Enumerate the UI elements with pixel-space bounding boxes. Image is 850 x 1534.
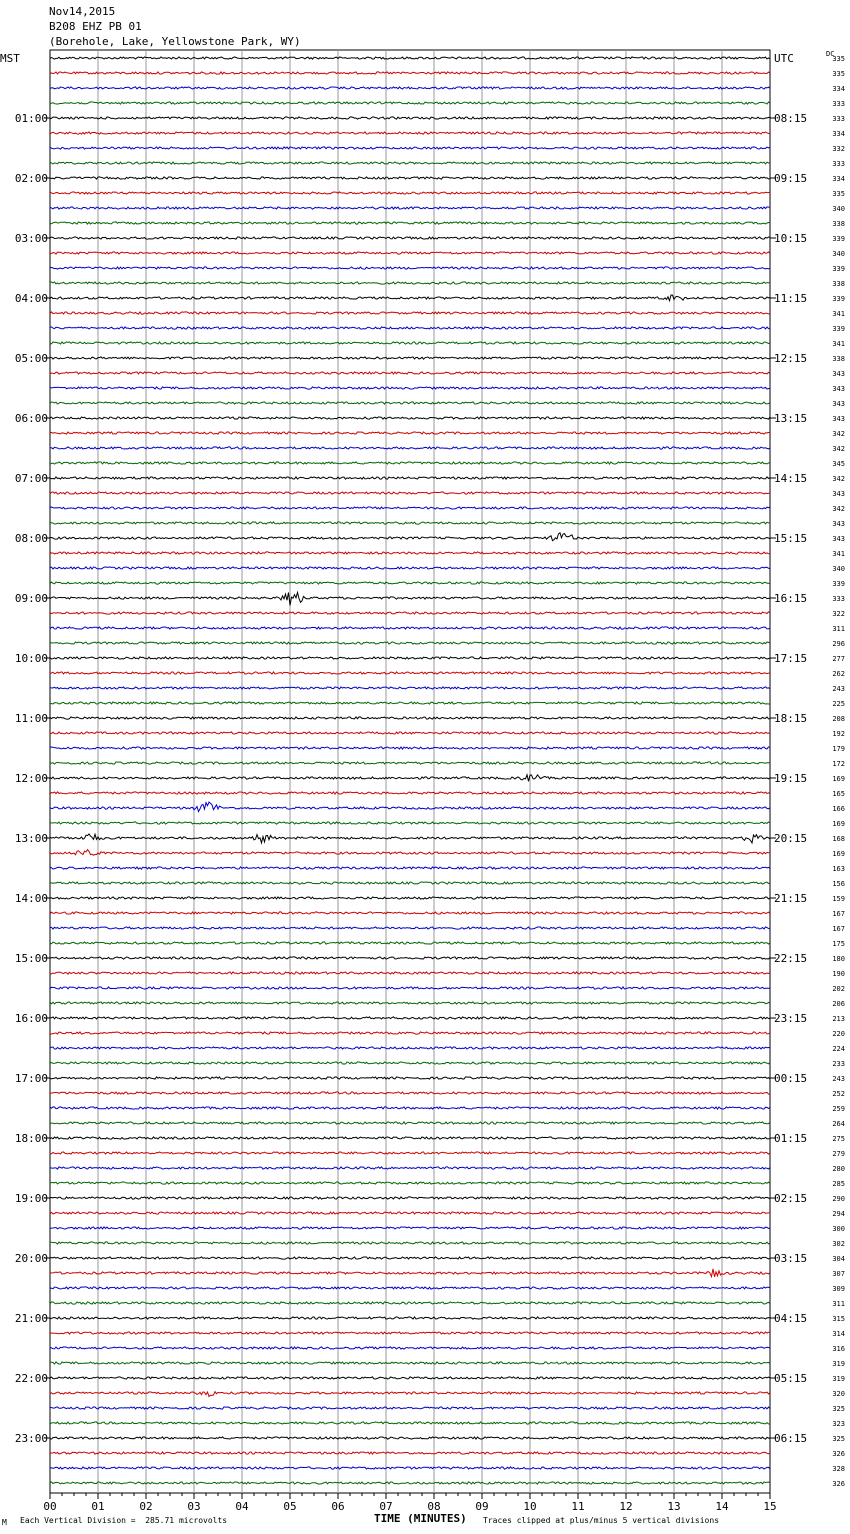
seismic-trace: [50, 642, 770, 644]
right-hour-label: 09:15: [774, 172, 808, 185]
station-location: (Borehole, Lake, Yellowstone Park, WY): [49, 35, 301, 48]
corner-mark: M: [2, 1518, 7, 1527]
seismic-trace: [50, 957, 770, 959]
dc-offset-label: 325: [832, 1435, 845, 1443]
seismic-trace: [50, 582, 770, 584]
seismic-trace: [50, 1347, 770, 1349]
dc-offset-label: 180: [832, 955, 845, 963]
dc-offset-label: 343: [832, 370, 845, 378]
x-tick-label: 04: [235, 1500, 249, 1513]
seismic-trace: [50, 1137, 770, 1139]
seismic-trace: [50, 533, 770, 541]
seismic-trace: [50, 627, 770, 629]
dc-offset-label: 168: [832, 835, 845, 843]
seismic-trace: [50, 552, 770, 554]
seismic-trace: [50, 222, 770, 224]
x-tick-label: 07: [379, 1500, 393, 1513]
right-hour-label: 00:15: [774, 1072, 808, 1085]
dc-offset-label: 339: [832, 325, 845, 333]
seismic-trace: [50, 522, 770, 524]
dc-offset-label: 343: [832, 520, 845, 528]
seismic-trace: [50, 192, 770, 194]
left-hour-label: 10:00: [14, 652, 48, 665]
seismic-trace: [50, 882, 770, 884]
right-hour-label: 20:15: [774, 832, 808, 845]
dc-offset-label: 262: [832, 670, 845, 678]
dc-offset-label: 165: [832, 790, 845, 798]
dc-offset-label: 341: [832, 340, 845, 348]
dc-offset-label: 338: [832, 355, 845, 363]
dc-offset-label: 243: [832, 1075, 845, 1083]
seismic-trace: [50, 747, 770, 749]
seismic-trace: [50, 295, 770, 301]
dc-offset-label: 334: [832, 175, 845, 183]
seismic-trace: [50, 593, 770, 606]
seismic-trace: [50, 147, 770, 149]
seismic-trace: [50, 792, 770, 794]
dc-offset-label: 335: [832, 55, 845, 63]
x-tick-label: 13: [667, 1500, 681, 1513]
left-hour-label: 13:00: [14, 832, 48, 845]
dc-offset-label: 320: [832, 1390, 845, 1398]
left-hour-label: 20:00: [14, 1252, 48, 1265]
seismic-trace: [50, 447, 770, 449]
dc-offset-label: 325: [832, 1405, 845, 1413]
seismic-trace: [50, 1377, 770, 1379]
seismic-trace: [50, 387, 770, 389]
dc-offset-label: 192: [832, 730, 845, 738]
dc-offset-label: 323: [832, 1420, 845, 1428]
dc-offset-label: 340: [832, 565, 845, 573]
dc-offset-label: 166: [832, 805, 845, 813]
x-tick-label: 09: [475, 1500, 489, 1513]
seismic-trace: [50, 267, 770, 269]
left-hour-label: 17:00: [14, 1072, 48, 1085]
seismic-trace: [50, 822, 770, 824]
seismic-trace: [50, 672, 770, 674]
right-hour-label: 12:15: [774, 352, 808, 365]
dc-offset-label: 264: [832, 1120, 845, 1128]
left-hour-label: 18:00: [14, 1132, 48, 1145]
seismic-trace: [50, 1482, 770, 1484]
x-tick-label: 11: [571, 1500, 585, 1513]
chart-date: Nov14,2015: [49, 5, 116, 18]
dc-offset-label: 277: [832, 655, 845, 663]
right-hour-label: 15:15: [774, 532, 808, 545]
seismic-trace: [50, 1107, 770, 1109]
seismic-trace: [50, 775, 770, 781]
left-hour-label: 21:00: [14, 1312, 48, 1325]
seismic-trace: [50, 237, 770, 239]
left-hour-label: 07:00: [14, 472, 48, 485]
dc-offset-label: 307: [832, 1270, 845, 1278]
dc-offset-label: 169: [832, 820, 845, 828]
dc-offset-label: 316: [832, 1345, 845, 1353]
seismic-trace: [50, 1302, 770, 1304]
dc-offset-label: 333: [832, 115, 845, 123]
right-hour-label: 16:15: [774, 592, 808, 605]
dc-offset-label: 319: [832, 1375, 845, 1383]
seismic-trace: [50, 802, 770, 812]
dc-offset-label: 311: [832, 625, 845, 633]
right-hour-label: 04:15: [774, 1312, 808, 1325]
seismic-trace: [50, 1032, 770, 1034]
dc-offset-label: 233: [832, 1060, 845, 1068]
right-hour-label: 10:15: [774, 232, 808, 245]
seismic-trace: [50, 762, 770, 764]
seismic-trace: [50, 972, 770, 974]
dc-offset-label: 326: [832, 1480, 845, 1488]
dc-offset-label: 334: [832, 130, 845, 138]
x-tick-label: 14: [715, 1500, 729, 1513]
dc-offset-label: 328: [832, 1465, 845, 1473]
dc-offset-label: 339: [832, 265, 845, 273]
right-hour-label: 03:15: [774, 1252, 808, 1265]
dc-offset-label: 339: [832, 235, 845, 243]
seismic-trace: [50, 850, 770, 856]
dc-header: DC: [826, 50, 835, 58]
dc-offset-label: 156: [832, 880, 845, 888]
dc-offset-label: 206: [832, 1000, 845, 1008]
seismic-trace: [50, 702, 770, 704]
right-hour-label: 11:15: [774, 292, 808, 305]
right-hour-label: 06:15: [774, 1432, 808, 1445]
dc-offset-label: 280: [832, 1165, 845, 1173]
seismic-trace: [50, 912, 770, 914]
seismic-trace: [50, 567, 770, 569]
dc-offset-label: 315: [832, 1315, 845, 1323]
x-tick-label: 08: [427, 1500, 441, 1513]
left-hour-label: 02:00: [14, 172, 48, 185]
left-hour-label: 23:00: [14, 1432, 48, 1445]
left-hour-label: 09:00: [14, 592, 48, 605]
seismic-trace: [50, 1269, 770, 1277]
dc-offset-label: 319: [832, 1360, 845, 1368]
seismic-trace: [50, 1332, 770, 1334]
seismic-trace: [50, 402, 770, 404]
dc-offset-label: 333: [832, 100, 845, 108]
seismic-trace: [50, 312, 770, 314]
x-tick-label: 06: [331, 1500, 345, 1513]
left-hour-label: 03:00: [14, 232, 48, 245]
dc-offset-label: 341: [832, 310, 845, 318]
dc-offset-label: 341: [832, 550, 845, 558]
axis-labels: [0, 50, 845, 1513]
seismic-trace: [50, 687, 770, 689]
clip-note: Traces clipped at plus/minus 5 vertical divisions: [483, 1516, 720, 1525]
right-hour-label: 23:15: [774, 1012, 808, 1025]
seismic-trace: [50, 927, 770, 929]
seismic-trace: [50, 87, 770, 89]
minute-grid: [98, 50, 722, 1493]
dc-offset-label: 302: [832, 1240, 845, 1248]
seismic-trace: [50, 1092, 770, 1094]
dc-offset-label: 343: [832, 490, 845, 498]
seismic-trace: [50, 1452, 770, 1454]
left-hour-label: 16:00: [14, 1012, 48, 1025]
seismic-trace: [50, 1257, 770, 1259]
x-tick-label: 01: [91, 1500, 105, 1513]
seismic-trace: [50, 372, 770, 374]
x-tick-label: 02: [139, 1500, 153, 1513]
dc-offset-label: 208: [832, 715, 845, 723]
left-hour-label: 11:00: [14, 712, 48, 725]
dc-offset-label: 332: [832, 145, 845, 153]
seismic-trace: [50, 357, 770, 359]
seismic-trace: [50, 612, 770, 614]
dc-offset-label: 342: [832, 445, 845, 453]
dc-offset-label: 213: [832, 1015, 845, 1023]
dc-offset-label: 326: [832, 1450, 845, 1458]
dc-offset-label: 333: [832, 160, 845, 168]
seismic-trace: [50, 1152, 770, 1154]
right-hour-label: 22:15: [774, 952, 808, 965]
dc-offset-label: 335: [832, 70, 845, 78]
dc-offset-label: 224: [832, 1045, 845, 1053]
seismic-trace: [50, 177, 770, 179]
left-hour-label: 12:00: [14, 772, 48, 785]
seismic-trace: [50, 417, 770, 419]
dc-offset-label: 342: [832, 430, 845, 438]
dc-offset-label: 340: [832, 205, 845, 213]
seismic-trace: [50, 477, 770, 479]
seismic-trace: [50, 1077, 770, 1079]
seismic-trace: [50, 1362, 770, 1364]
dc-offset-label: 290: [832, 1195, 845, 1203]
seismic-trace: [50, 1017, 770, 1019]
dc-offset-label: 275: [832, 1135, 845, 1143]
left-hour-label: 22:00: [14, 1372, 48, 1385]
right-hour-label: 08:15: [774, 112, 808, 125]
seismic-trace: [50, 507, 770, 509]
dc-offset-label: 343: [832, 415, 845, 423]
dc-offset-label: 343: [832, 385, 845, 393]
dc-offset-label: 300: [832, 1225, 845, 1233]
seismic-trace: [50, 1122, 770, 1124]
seismic-trace: [50, 1287, 770, 1289]
x-axis-label: TIME (MINUTES): [374, 1512, 467, 1525]
seismic-trace: [50, 1167, 770, 1169]
dc-offset-label: 190: [832, 970, 845, 978]
dc-offset-label: 172: [832, 760, 845, 768]
seismic-trace: [50, 942, 770, 944]
seismic-trace: [50, 1407, 770, 1409]
seismic-trace: [50, 462, 770, 464]
dc-offset-label: 309: [832, 1285, 845, 1293]
seismic-trace: [50, 1437, 770, 1439]
dc-offset-label: 322: [832, 610, 845, 618]
dc-offset-label: 202: [832, 985, 845, 993]
right-timezone-label: UTC: [774, 52, 794, 65]
dc-offset-label: 334: [832, 85, 845, 93]
dc-offset-label: 169: [832, 775, 845, 783]
dc-offset-label: 333: [832, 595, 845, 603]
right-hour-label: 18:15: [774, 712, 808, 725]
seismic-traces: [50, 57, 770, 1484]
dc-offset-label: 220: [832, 1030, 845, 1038]
right-hour-label: 02:15: [774, 1192, 808, 1205]
dc-offset-label: 294: [832, 1210, 845, 1218]
seismic-trace: [50, 1212, 770, 1214]
dc-offset-label: 342: [832, 475, 845, 483]
seismic-trace: [50, 432, 770, 434]
left-hour-label: 06:00: [14, 412, 48, 425]
seismic-trace: [50, 1182, 770, 1184]
seismic-trace: [50, 867, 770, 869]
seismic-trace: [50, 132, 770, 134]
left-hour-label: 14:00: [14, 892, 48, 905]
right-hour-label: 21:15: [774, 892, 808, 905]
left-hour-label: 05:00: [14, 352, 48, 365]
seismic-trace: [50, 717, 770, 719]
seismic-trace: [50, 57, 770, 59]
right-hour-label: 19:15: [774, 772, 808, 785]
seismic-trace: [50, 327, 770, 329]
seismic-trace: [50, 1047, 770, 1049]
dc-offset-label: 340: [832, 250, 845, 258]
dc-offset-label: 163: [832, 865, 845, 873]
dc-offset-label: 243: [832, 685, 845, 693]
right-hour-label: 13:15: [774, 412, 808, 425]
x-tick-label: 05: [283, 1500, 297, 1513]
seismic-trace: [50, 1317, 770, 1319]
seismic-trace: [50, 492, 770, 494]
dc-offset-label: 252: [832, 1090, 845, 1098]
dc-offset-label: 167: [832, 925, 845, 933]
right-hour-label: 17:15: [774, 652, 808, 665]
dc-offset-label: 167: [832, 910, 845, 918]
seismic-trace: [50, 1467, 770, 1469]
dc-offset-label: 343: [832, 535, 845, 543]
dc-offset-label: 285: [832, 1180, 845, 1188]
x-tick-label: 10: [523, 1500, 537, 1513]
seismic-trace: [50, 657, 770, 659]
left-timezone-label: MST: [0, 52, 20, 65]
seismic-trace: [50, 1392, 770, 1397]
seismic-trace: [50, 162, 770, 164]
scale-note: Each Vertical Division = 285.71 microvolts: [20, 1516, 228, 1525]
seismic-trace: [50, 834, 770, 843]
seismic-trace: [50, 897, 770, 899]
dc-offset-label: 179: [832, 745, 845, 753]
dc-offset-label: 314: [832, 1330, 845, 1338]
seismic-trace: [50, 207, 770, 209]
x-tick-label: 00: [43, 1500, 57, 1513]
x-tick-label: 12: [619, 1500, 633, 1513]
x-tick-label: 03: [187, 1500, 201, 1513]
right-hour-label: 14:15: [774, 472, 808, 485]
left-hour-label: 08:00: [14, 532, 48, 545]
seismic-trace: [50, 1422, 770, 1424]
right-hour-label: 01:15: [774, 1132, 808, 1145]
seismic-trace: [50, 1002, 770, 1004]
seismic-trace: [50, 252, 770, 254]
dc-offset-label: 296: [832, 640, 845, 648]
dc-offset-label: 279: [832, 1150, 845, 1158]
seismic-trace: [50, 282, 770, 284]
seismic-trace: [50, 117, 770, 119]
left-hour-label: 15:00: [14, 952, 48, 965]
seismic-trace: [50, 342, 770, 344]
left-hour-label: 04:00: [14, 292, 48, 305]
dc-offset-label: 338: [832, 220, 845, 228]
seismic-trace: [50, 1242, 770, 1244]
x-tick-label: 15: [763, 1500, 777, 1513]
dc-offset-label: 225: [832, 700, 845, 708]
dc-offset-label: 175: [832, 940, 845, 948]
seismic-trace: [50, 732, 770, 734]
right-hour-label: 05:15: [774, 1372, 808, 1385]
dc-offset-label: 259: [832, 1105, 845, 1113]
left-hour-label: 01:00: [14, 112, 48, 125]
dc-offset-label: 345: [832, 460, 845, 468]
seismic-trace: [50, 987, 770, 989]
dc-offset-label: 311: [832, 1300, 845, 1308]
seismic-trace: [50, 72, 770, 74]
dc-offset-label: 304: [832, 1255, 845, 1263]
seismic-trace: [50, 1227, 770, 1229]
dc-offset-label: 339: [832, 580, 845, 588]
seismic-trace: [50, 102, 770, 104]
dc-offset-label: 169: [832, 850, 845, 858]
station-name: B208 EHZ PB 01: [49, 20, 142, 33]
seismic-trace: [50, 1197, 770, 1199]
left-hour-label: 19:00: [14, 1192, 48, 1205]
dc-offset-label: 339: [832, 295, 845, 303]
seismic-trace: [50, 1062, 770, 1064]
dc-offset-label: 335: [832, 190, 845, 198]
dc-offset-label: 159: [832, 895, 845, 903]
dc-offset-label: 342: [832, 505, 845, 513]
dc-offset-label: 343: [832, 400, 845, 408]
dc-offset-label: 338: [832, 280, 845, 288]
